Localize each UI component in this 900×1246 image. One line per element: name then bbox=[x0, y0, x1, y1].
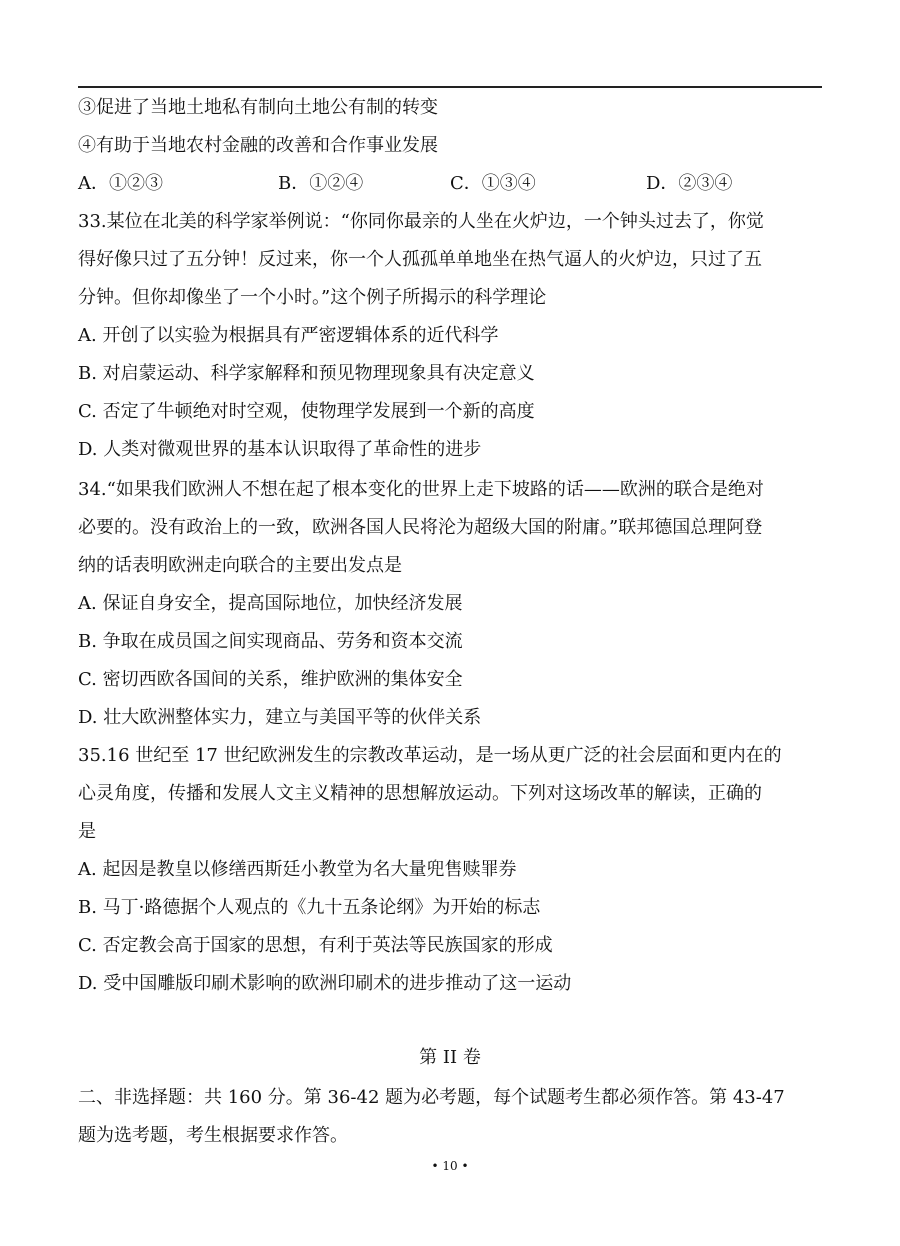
q35-stem-line-2: 心灵角度，传播和发展人文主义精神的思想解放运动。下列对这场改革的解读，正确的 bbox=[78, 783, 762, 804]
page-number: • 10 • bbox=[431, 1159, 469, 1173]
part2-instruction-line-1: 二、非选择题：共 160 分。第 36-42 题为必考题，每个试题考生都必须作答。第 43-47 bbox=[78, 1087, 785, 1108]
q33-option-b: B. 对启蒙运动、科学家解释和预见物理现象具有决定意义 bbox=[78, 363, 535, 384]
q33-option-a: A. 开创了以实验为根据具有严密逻辑体系的近代科学 bbox=[78, 325, 499, 346]
prev-option-a: A．①②③ bbox=[78, 173, 163, 194]
prev-option-c: C．①③④ bbox=[450, 173, 536, 194]
q34-option-a: A. 保证自身安全，提高国际地位，加快经济发展 bbox=[78, 593, 463, 614]
part2-instruction-line-2: 题为选考题，考生根据要求作答。 bbox=[78, 1125, 348, 1146]
q35-stem-line-1: 35.16 世纪至 17 世纪欧洲发生的宗教改革运动，是一场从更广泛的社会层面和更内在的 bbox=[78, 745, 782, 766]
q34-stem-line-3: 纳的话表明欧洲走向联合的主要出发点是 bbox=[78, 555, 402, 576]
q35-option-d: D. 受中国雕版印刷术影响的欧洲印刷术的进步推动了这一运动 bbox=[78, 973, 572, 994]
prev-option-b: B．①②④ bbox=[278, 173, 364, 194]
q35-option-b: B. 马丁·路德据个人观点的《九十五条论纲》为开始的标志 bbox=[78, 897, 541, 918]
q35-option-a: A. 起因是教皇以修缮西斯廷小教堂为名大量兜售赎罪券 bbox=[78, 859, 517, 880]
section-title: 第 II 卷 bbox=[419, 1047, 481, 1068]
q33-stem-line-1: 33.某位在北美的科学家举例说：“你同你最亲的人坐在火炉边，一个钟头过去了，你觉 bbox=[78, 211, 764, 232]
prev-option-d: D．②③④ bbox=[646, 173, 733, 194]
header-rule bbox=[78, 86, 822, 88]
q34-stem-line-1: 34.“如果我们欧洲人不想在起了根本变化的世界上走下坡路的话——欧洲的联合是绝对 bbox=[78, 479, 764, 500]
q34-stem-line-2: 必要的。没有政治上的一致，欧洲各国人民将沦为超级大国的附庸。”联邦德国总理阿登 bbox=[78, 517, 763, 538]
q33-stem-line-3: 分钟。但你却像坐了一个小时。”这个例子所揭示的科学理论 bbox=[78, 287, 547, 308]
prev-item-4: ④有助于当地农村金融的改善和合作事业发展 bbox=[78, 135, 438, 156]
q33-stem-line-2: 得好像只过了五分钟！反过来，你一个人孤孤单单地坐在热气逼人的火炉边，只过了五 bbox=[78, 249, 762, 270]
q33-option-d: D. 人类对微观世界的基本认识取得了革命性的进步 bbox=[78, 439, 482, 460]
q35-option-c: C. 否定教会高于国家的思想，有利于英法等民族国家的形成 bbox=[78, 935, 553, 956]
q34-option-c: C. 密切西欧各国间的关系，维护欧洲的集体安全 bbox=[78, 669, 463, 690]
prev-options bbox=[78, 172, 822, 196]
q34-option-b: B. 争取在成员国之间实现商品、劳务和资本交流 bbox=[78, 631, 463, 652]
prev-item-3: ③促进了当地土地私有制向土地公有制的转变 bbox=[78, 97, 438, 118]
q33-option-c: C. 否定了牛顿绝对时空观，使物理学发展到一个新的高度 bbox=[78, 401, 535, 422]
q34-option-d: D. 壮大欧洲整体实力，建立与美国平等的伙伴关系 bbox=[78, 707, 482, 728]
q35-stem-line-3: 是 bbox=[78, 821, 96, 842]
